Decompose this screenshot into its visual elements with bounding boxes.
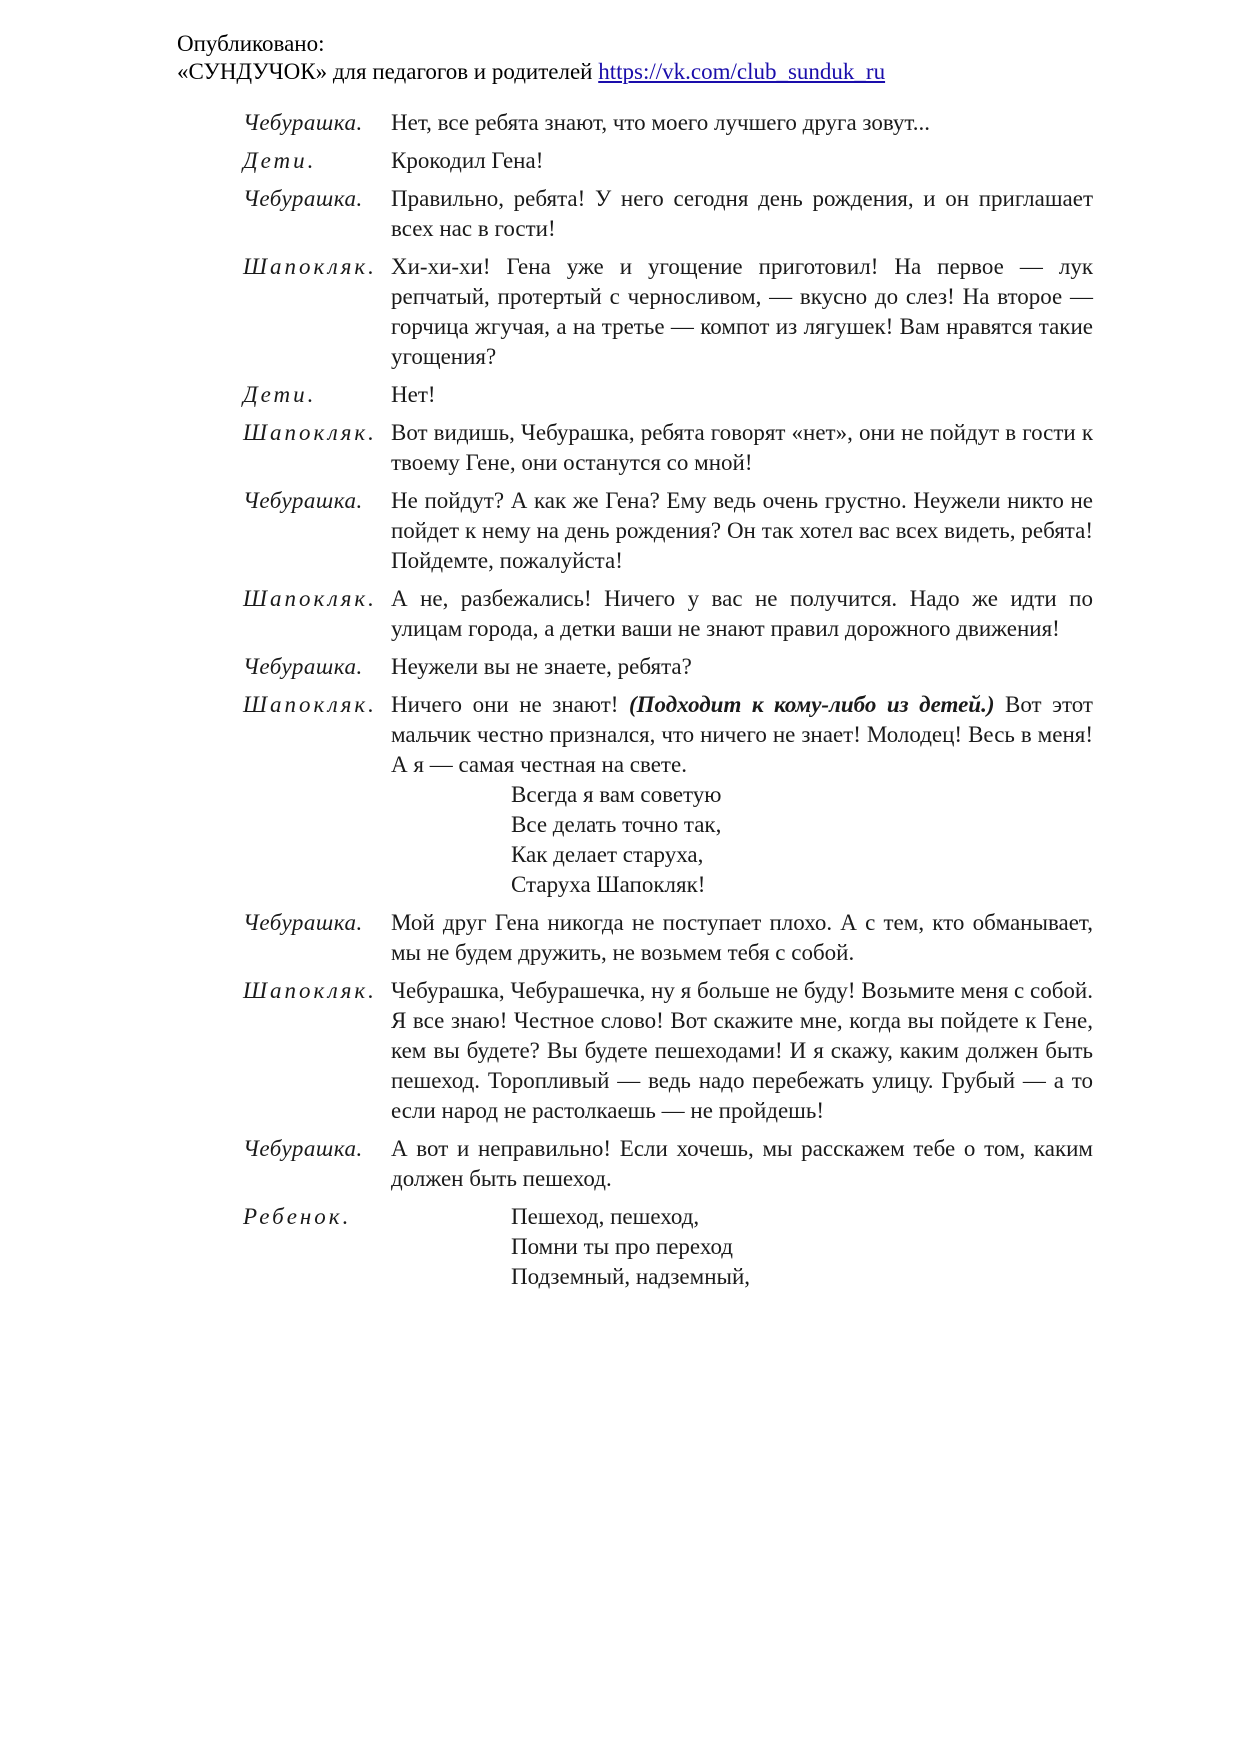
stage-direction: (Подходит к кому-либо из детей.) xyxy=(628,692,995,717)
line-text: Нет, все ребята знают, что моего лучшего друга зовут... xyxy=(391,110,931,135)
verse-line: Пешеход, пешеход, xyxy=(511,1204,700,1229)
speaker-name: Дети. xyxy=(243,148,317,173)
publisher-name: «СУНДУЧОК» для педагогов и родителей xyxy=(177,59,599,84)
verse-line: Подземный, надземный, xyxy=(511,1264,751,1289)
speaker-name: Чебурашка. xyxy=(243,186,363,211)
dialogue-line xyxy=(243,380,1093,410)
line-text xyxy=(391,1202,1093,1292)
dialogue-line xyxy=(243,1134,1093,1194)
dialogue-line xyxy=(243,690,1093,900)
line-text: Чебурашка, Чебурашечка, ну я больше не буду! Возьмите меня с собой. Я все знаю! Честное слово! Вот скажите мне, когда вы пойдете к Гене, кем вы будете? Вы будете пешеходами! И я скажу, каким должен быть пешеход. Торопливый — ведь надо перебежать улицу. Грубый — а то если народ не растолкаешь — не пройдешь! xyxy=(391,978,1093,1123)
vk-club-link[interactable]: https://vk.com/club_sunduk_ru xyxy=(598,59,886,84)
speaker-name: Чебурашка. xyxy=(243,654,363,679)
line-text: Мой друг Гена никогда не поступает плохо. А с тем, кто обманывает, мы не будем дружить, не возьмем тебя с собой. xyxy=(391,910,1093,965)
dialogue-line xyxy=(243,584,1093,644)
verse-line: Все делать точно так, xyxy=(511,812,722,837)
speaker-name: Дети. xyxy=(243,382,317,407)
speaker-name: Шапокляк. xyxy=(243,254,377,279)
dialogue-line xyxy=(243,418,1093,478)
published-label: Опубликовано: xyxy=(177,31,325,56)
speaker-name: Чебурашка. xyxy=(243,110,363,135)
line-text-part: Вот этот мальчик честно признался, что ничего не знает! Молодец! Весь в меня! А я — самая честная на свете. xyxy=(391,692,1093,777)
dialogue-line xyxy=(243,908,1093,968)
line-text: Правильно, ребята! У него сегодня день рождения, и он приглашает всех нас в гости! xyxy=(391,186,1093,241)
dialogue-line xyxy=(243,1202,1093,1292)
speaker-name: Шапокляк. xyxy=(243,692,377,717)
line-text-part: Ничего они не знают! xyxy=(391,692,629,717)
speaker-name: Чебурашка. xyxy=(243,1136,363,1161)
verse-line: Всегда я вам советую xyxy=(511,782,722,807)
line-text xyxy=(391,690,1093,900)
verse-line: Помни ты про переход xyxy=(511,1234,733,1259)
line-text: А вот и неправильно! Если хочешь, мы расскажем тебе о том, каким должен быть пешеход. xyxy=(391,1136,1093,1191)
dialogue-line xyxy=(243,486,1093,576)
speaker-name: Чебурашка. xyxy=(243,910,363,935)
line-text: Крокодил Гена! xyxy=(391,148,544,173)
dialogue-line xyxy=(243,184,1093,244)
verse-line: Как делает старуха, xyxy=(511,842,704,867)
speaker-name: Шапокляк. xyxy=(243,420,377,445)
dialogue-line xyxy=(243,146,1093,176)
speaker-name: Шапокляк. xyxy=(243,978,377,1003)
publisher-line xyxy=(177,58,885,86)
line-text: Неужели вы не знаете, ребята? xyxy=(391,654,692,679)
speaker-name: Шапокляк. xyxy=(243,586,377,611)
speaker-name: Ребенок. xyxy=(243,1204,352,1229)
line-text: Вот видишь, Чебурашка, ребята говорят «нет», они не пойдут в гости к твоему Гене, они останутся со мной! xyxy=(391,420,1093,475)
dialogue-line xyxy=(243,976,1093,1126)
line-text: Хи-хи-хи! Гена уже и угощение приготовил! На первое — лук репчатый, протертый с черносливом, — вкусно до слез! На второе — горчица жгучая, а на третье — компот из лягушек! Вам нравятся такие угощения? xyxy=(391,254,1093,369)
dialogue-line xyxy=(243,252,1093,372)
publication-header xyxy=(177,30,885,86)
line-text: Нет! xyxy=(391,382,436,407)
verse-line: Старуха Шапокляк! xyxy=(511,872,706,897)
dialogue-line xyxy=(243,108,1093,138)
line-text: А не, разбежались! Ничего у вас не получится. Надо же идти по улицам города, а детки ваши не знают правил дорожного движения! xyxy=(391,586,1093,641)
play-script xyxy=(243,108,1093,1300)
line-text: Не пойдут? А как же Гена? Ему ведь очень грустно. Неужели никто не пойдет к нему на день рождения? Он так хотел вас всех видеть, ребята! Пойдемте, пожалуйста! xyxy=(391,488,1093,573)
dialogue-line xyxy=(243,652,1093,682)
speaker-name: Чебурашка. xyxy=(243,488,363,513)
